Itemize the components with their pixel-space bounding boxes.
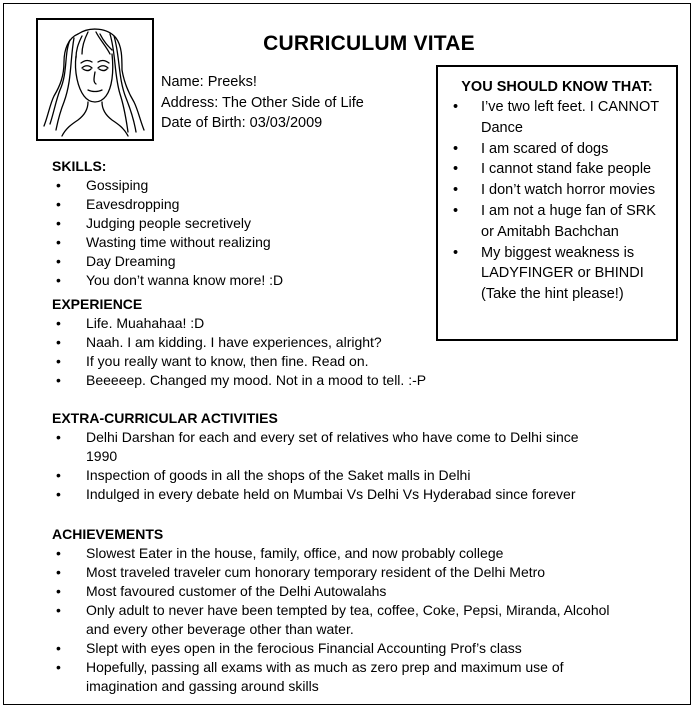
list-item: • Beeeeep. Changed my mood. Not in a mood to tell. :-P bbox=[52, 371, 432, 390]
you-should-know-box bbox=[436, 65, 678, 341]
list-item: • I am scared of dogs bbox=[450, 139, 664, 160]
list-item: • Hopefully, passing all exams with as much as zero prep and maximum use of imagination and gassing around skills bbox=[52, 658, 612, 696]
list-item: • If you really want to know, then fine. Read on. bbox=[52, 352, 432, 371]
list-item: • I don’t watch horror movies bbox=[450, 180, 664, 201]
cv-page bbox=[3, 3, 691, 705]
personal-info bbox=[161, 72, 364, 134]
portrait-sketch-icon bbox=[36, 18, 154, 141]
list-item: • Most favoured customer of the Delhi Autowalahs bbox=[52, 582, 612, 601]
extra-curricular-list bbox=[52, 428, 612, 504]
section-heading: EXTRA-CURRICULAR ACTIVITIES bbox=[52, 410, 278, 426]
list-item: • Judging people secretively bbox=[52, 214, 412, 233]
skills-list bbox=[52, 176, 412, 290]
list-item: • Inspection of goods in all the shops of the Saket malls in Delhi bbox=[52, 466, 612, 485]
experience-list bbox=[52, 314, 432, 390]
know-box-title: YOU SHOULD KNOW THAT: bbox=[461, 79, 653, 95]
extra-curricular-section bbox=[52, 410, 612, 504]
skills-section bbox=[52, 158, 412, 290]
page-title: CURRICULUM VITAE bbox=[263, 32, 475, 55]
list-item: • You don’t wanna know more! :D bbox=[52, 271, 412, 290]
list-item: • I am not a huge fan of SRK or Amitabh Bachchan bbox=[450, 201, 664, 243]
name-line: Name: Preeks! bbox=[161, 74, 257, 90]
experience-section bbox=[52, 296, 432, 390]
list-item: • Most traveled traveler cum honorary temporary resident of the Delhi Metro bbox=[52, 563, 612, 582]
achievements-section bbox=[52, 526, 612, 696]
list-item: • Wasting time without realizing bbox=[52, 233, 412, 252]
list-item: • Slept with eyes open in the ferocious Financial Accounting Prof’s class bbox=[52, 639, 612, 658]
list-item: • Day Dreaming bbox=[52, 252, 412, 271]
list-item: • I cannot stand fake people bbox=[450, 159, 664, 180]
section-heading: ACHIEVEMENTS bbox=[52, 526, 164, 542]
list-item: • Naah. I am kidding. I have experiences, alright? bbox=[52, 333, 432, 352]
achievements-list bbox=[52, 544, 612, 696]
list-item: • Indulged in every debate held on Mumbai Vs Delhi Vs Hyderabad since forever bbox=[52, 485, 612, 504]
list-item: • Life. Muahahaa! :D bbox=[52, 314, 432, 333]
list-item: • Only adult to never have been tempted by tea, coffee, Coke, Pepsi, Miranda, Alcohol and every other beverage other than water. bbox=[52, 601, 612, 639]
section-heading: EXPERIENCE bbox=[52, 296, 143, 312]
dob-line: Date of Birth: 03/03/2009 bbox=[161, 115, 323, 131]
list-item: • Slowest Eater in the house, family, office, and now probably college bbox=[52, 544, 612, 563]
section-heading: SKILLS: bbox=[52, 158, 107, 174]
list-item: • Gossiping bbox=[52, 176, 412, 195]
list-item: • Eavesdropping bbox=[52, 195, 412, 214]
list-item: • My biggest weakness is LADYFINGER or BHINDI (Take the hint please!) bbox=[450, 243, 664, 305]
list-item: • I’ve two left feet. I CANNOT Dance bbox=[450, 97, 664, 139]
list-item: • Delhi Darshan for each and every set of relatives who have come to Delhi since 1990 bbox=[52, 428, 612, 466]
address-line: Address: The Other Side of Life bbox=[161, 94, 364, 111]
know-list bbox=[450, 97, 664, 305]
